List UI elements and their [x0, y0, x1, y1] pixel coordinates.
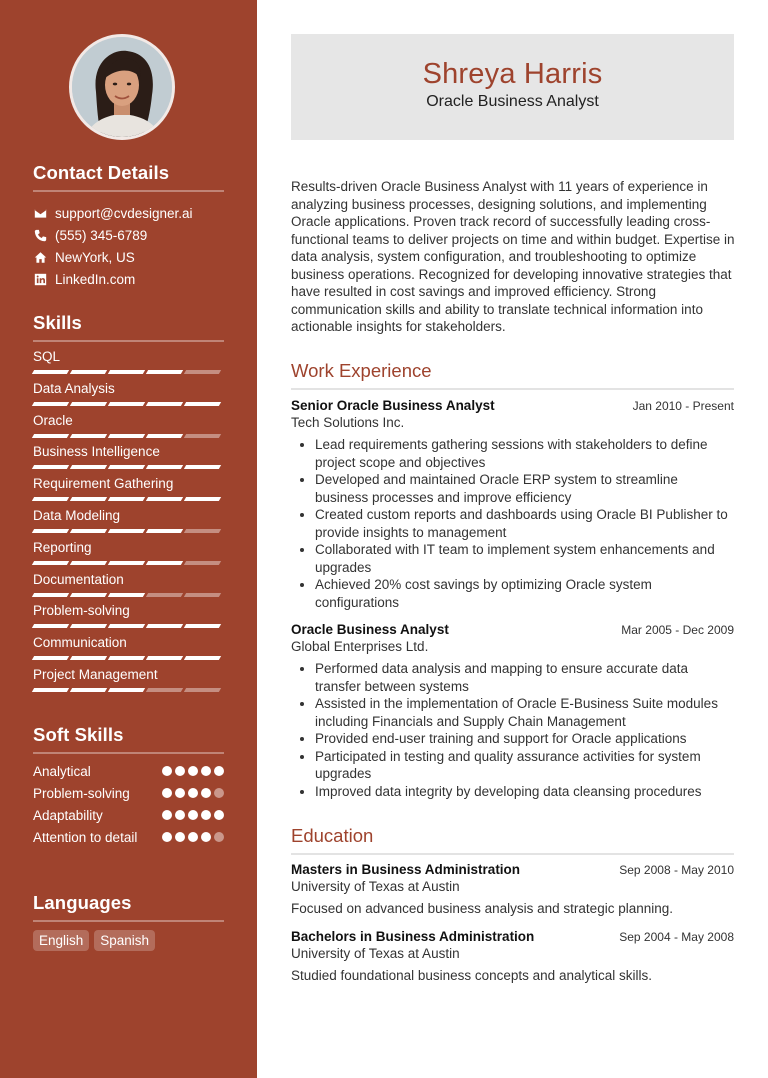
skill-level-segment [108, 370, 145, 374]
skill-level-segment [32, 593, 69, 597]
skill-level-segment [146, 593, 183, 597]
work-experience-heading: Work Experience [291, 360, 734, 390]
skill-item [33, 603, 224, 628]
skill-level-bars [33, 688, 224, 692]
education-entry [291, 929, 734, 983]
school-name: University of Texas at Austin [291, 879, 460, 894]
skill-level-segment [146, 402, 183, 406]
skill-level-segment [70, 593, 107, 597]
education-entry [291, 862, 734, 916]
skill-level-segment [70, 656, 107, 660]
skill-level-segment [70, 561, 107, 565]
skill-level-bars [33, 593, 224, 597]
rating-dot [188, 788, 198, 798]
job-entry [291, 622, 734, 800]
skill-level-segment [108, 656, 145, 660]
skill-level-segment [108, 465, 145, 469]
summary-text: Results-driven Oracle Business Analyst with 11 years of experience in analyzing business processes, designing solutions, and implementing Oracle applications. Proven track record of successfully leading cross-functional teams to deliver projects on time and within budget. Expertise in data analysis, system configuration, and troubleshooting to optimize business operations. Recognized for developing innovative strategies that have resulted in cost savings and improved efficiency. Strong communication skills and ability to translate technical information into actionable insights for stakeholders. [291, 179, 735, 334]
rating-dot [214, 810, 224, 820]
rating-dot [175, 810, 185, 820]
skill-level-bars [33, 561, 224, 565]
rating-dot [214, 832, 224, 842]
job-bullet: • Developed and maintained Oracle ERP system to streamline business processes and improve efficiency [315, 471, 734, 506]
skill-level-segment [146, 529, 183, 533]
skill-level-bars [33, 624, 224, 628]
degree-title: Masters in Business Administration [291, 862, 521, 877]
skill-item [33, 381, 224, 406]
skill-level-segment [108, 624, 145, 628]
job-title: Oracle Business Analyst [291, 622, 449, 637]
rating-dot [188, 810, 198, 820]
education-description: Studied foundational business concepts and analytical skills. [291, 968, 652, 983]
rating-dot [175, 832, 185, 842]
education-date: Sep 2004 - May 2008 [619, 930, 734, 944]
skill-level-segment [184, 434, 221, 438]
job-date: Mar 2005 - Dec 2009 [621, 623, 734, 637]
skill-level-bars [33, 497, 224, 501]
skill-name: Data Modeling [33, 508, 121, 523]
degree-title: Bachelors in Business Administration [291, 929, 535, 944]
job-company: Global Enterprises Ltd. [291, 639, 429, 654]
contact-linkedin-text: LinkedIn.com [55, 271, 136, 287]
languages-heading: Languages [33, 892, 224, 922]
skill-level-bars [33, 434, 224, 438]
contact-phone[interactable] [33, 226, 147, 244]
contact-email[interactable] [33, 204, 193, 222]
skill-name: Business Intelligence [33, 444, 160, 460]
skill-level-segment [32, 688, 69, 692]
skill-name: Problem-solving [33, 603, 130, 619]
skill-name: Requirement Gathering [33, 476, 174, 492]
job-company: Tech Solutions Inc. [291, 415, 405, 430]
skill-level-segment [32, 434, 69, 438]
skill-item [33, 508, 224, 533]
contact-location-text: NewYork, US [55, 249, 135, 265]
job-bullets [291, 436, 734, 611]
skill-level-segment [32, 656, 69, 660]
skill-item [33, 667, 224, 692]
skill-level-segment [70, 370, 107, 374]
job-date: Jan 2010 - Present [632, 399, 734, 413]
candidate-title: Oracle Business Analyst [426, 93, 599, 110]
rating-dot [162, 766, 172, 776]
sidebar [0, 0, 257, 1078]
skill-level-segment [32, 561, 69, 565]
skill-level-bars [33, 529, 224, 533]
skill-level-segment [108, 497, 145, 501]
contact-email-text: support@cvdesigner.ai [55, 205, 193, 221]
education-heading: Education [291, 825, 734, 855]
skill-item [33, 572, 224, 597]
job-bullet: • Collaborated with IT team to implement system enhancements and upgrades [315, 541, 734, 576]
skill-item [33, 413, 224, 438]
skill-level-bars [33, 465, 224, 469]
skill-level-segment [108, 561, 145, 565]
skills-heading: Skills [33, 312, 224, 342]
rating-dot [175, 766, 185, 776]
skill-item [33, 635, 224, 660]
rating-dot [188, 766, 198, 776]
rating-dot [162, 832, 172, 842]
skill-level-bars [33, 656, 224, 660]
skill-name: SQL [33, 349, 61, 364]
language-tag: English [33, 930, 89, 951]
skill-level-segment [146, 434, 183, 438]
skill-level-segment [32, 529, 69, 533]
job-entry [291, 398, 734, 611]
education-date: Sep 2008 - May 2010 [619, 863, 734, 877]
skill-level-bars [33, 402, 224, 406]
soft-skill-name: Problem-solving [33, 786, 130, 801]
rating-dot [201, 832, 211, 842]
skill-level-segment [184, 465, 221, 469]
skill-level-segment [70, 402, 107, 406]
skill-level-segment [146, 561, 183, 565]
skill-name: Project Management [33, 667, 158, 682]
skill-level-segment [32, 497, 69, 501]
rating-dot [201, 810, 211, 820]
rating-dot [201, 788, 211, 798]
skill-level-segment [146, 688, 183, 692]
skill-name: Documentation [33, 571, 124, 587]
skill-item [33, 476, 224, 501]
skill-level-segment [70, 624, 107, 628]
home-icon [33, 250, 47, 264]
skill-level-segment [184, 561, 221, 565]
skill-level-segment [184, 402, 221, 406]
job-bullet: • Achieved 20% cost savings by optimizing Oracle system configurations [315, 576, 734, 611]
skill-level-bars [33, 370, 224, 374]
skill-level-segment [146, 656, 183, 660]
candidate-name: Shreya Harris [422, 58, 603, 90]
rating-dot [214, 766, 224, 776]
soft-skill-name: Attention to detail [33, 830, 138, 845]
phone-icon [33, 228, 47, 242]
skill-name: Data Analysis [33, 380, 115, 396]
skill-level-segment [146, 497, 183, 501]
job-title: Senior Oracle Business Analyst [291, 398, 495, 413]
skill-name: Communication [33, 635, 127, 651]
soft-skill-rating [162, 766, 224, 776]
skill-level-segment [70, 688, 107, 692]
languages-list [33, 930, 155, 951]
skill-level-segment [184, 624, 221, 628]
contact-location [33, 248, 135, 266]
education-description: Focused on advanced business analysis and strategic planning. [291, 901, 673, 916]
language-tag: Spanish [94, 930, 155, 951]
profile-photo [69, 34, 175, 140]
soft-skill-item [33, 807, 224, 824]
rating-dot [175, 788, 185, 798]
skill-name: Oracle [33, 412, 73, 428]
soft-skill-item [33, 829, 224, 846]
job-bullet: • Performed data analysis and mapping to ensure accurate data transfer between systems [315, 660, 734, 695]
skill-level-segment [146, 370, 183, 374]
contact-linkedin[interactable] [33, 270, 135, 288]
school-name: University of Texas at Austin [291, 946, 460, 961]
job-bullet: • Created custom reports and dashboards using Oracle BI Publisher to provide insights to management [315, 506, 734, 541]
contact-phone-text: (555) 345-6789 [55, 227, 148, 243]
skill-item [33, 540, 224, 565]
soft-skills-heading: Soft Skills [33, 724, 224, 754]
linkedin-icon [33, 272, 47, 286]
skill-level-segment [184, 656, 221, 660]
skill-level-segment [70, 529, 107, 533]
contact-heading: Contact Details [33, 162, 224, 192]
skill-level-segment [108, 402, 145, 406]
rating-dot [201, 766, 211, 776]
skill-level-segment [146, 624, 183, 628]
rating-dot [162, 810, 172, 820]
skill-level-segment [108, 529, 145, 533]
rating-dot [188, 832, 198, 842]
job-bullet: • Provided end-user training and support for Oracle applications [315, 730, 734, 748]
skill-level-segment [70, 434, 107, 438]
soft-skill-rating [162, 810, 224, 820]
skill-level-segment [70, 465, 107, 469]
soft-skill-name: Analytical [33, 764, 91, 779]
soft-skill-rating [162, 788, 224, 798]
skill-level-segment [32, 624, 69, 628]
soft-skill-item [33, 763, 224, 780]
skill-item [33, 349, 224, 374]
header [291, 34, 734, 140]
skill-name: Reporting [33, 539, 92, 555]
skill-level-segment [184, 497, 221, 501]
soft-skill-rating [162, 832, 224, 842]
skill-level-segment [146, 465, 183, 469]
rating-dot [162, 788, 172, 798]
skill-level-segment [108, 688, 145, 692]
job-bullet: • Assisted in the implementation of Oracle E-Business Suite modules including Financials and Supply Chain Management [315, 695, 734, 730]
skill-level-segment [32, 370, 69, 374]
job-bullet: • Participated in testing and quality assurance activities for system upgrades [315, 748, 734, 783]
skill-level-segment [70, 497, 107, 501]
skill-level-segment [108, 593, 145, 597]
job-bullets [291, 660, 734, 800]
rating-dot [214, 788, 224, 798]
skill-level-segment [108, 434, 145, 438]
soft-skill-name: Adaptability [33, 808, 103, 823]
skill-level-segment [184, 593, 221, 597]
soft-skill-item [33, 785, 224, 802]
envelope-icon [33, 206, 47, 220]
skill-level-segment [32, 465, 69, 469]
skill-level-segment [184, 370, 221, 374]
skill-level-segment [184, 529, 221, 533]
job-bullet: • Lead requirements gathering sessions with stakeholders to define project scope and objectives [315, 436, 734, 471]
job-bullet: • Improved data integrity by developing data cleansing procedures [315, 783, 734, 801]
skill-level-segment [184, 688, 221, 692]
skill-item [33, 444, 224, 469]
skill-level-segment [32, 402, 69, 406]
